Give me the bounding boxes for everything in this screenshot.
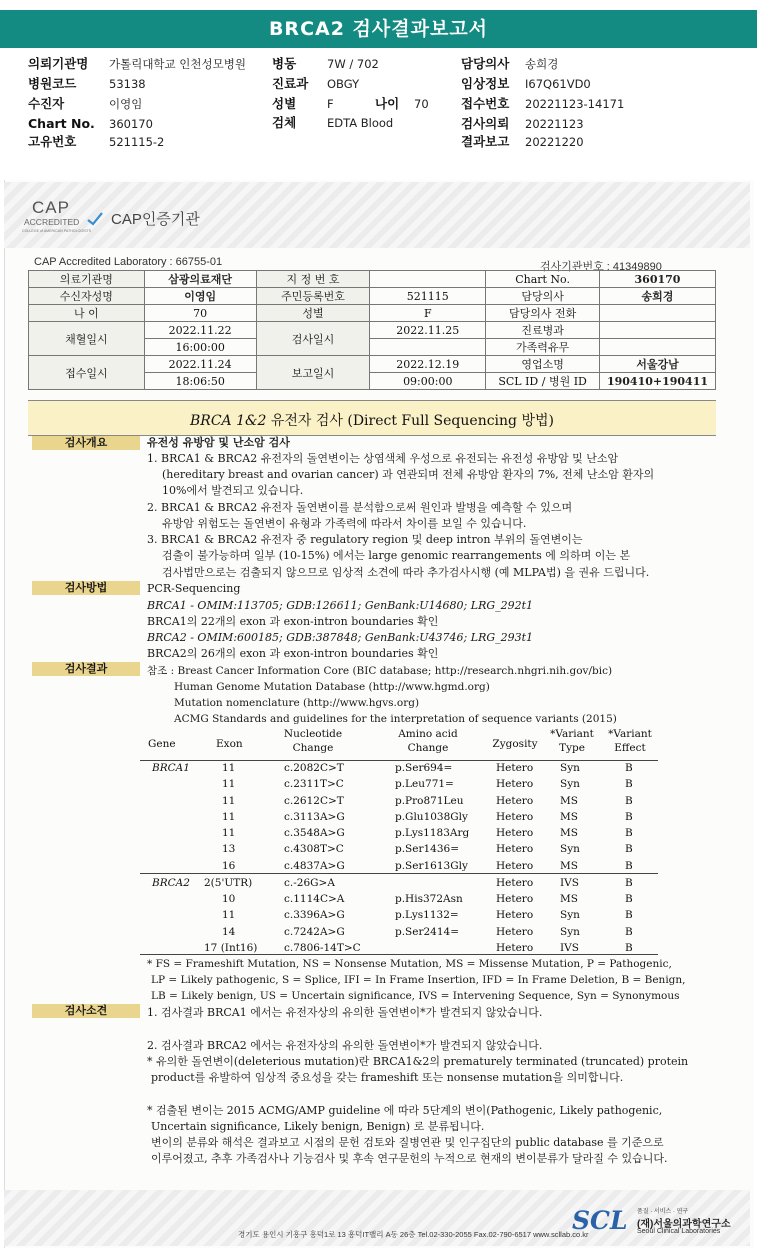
ward-label: 병동 — [272, 56, 297, 71]
info-value — [370, 339, 486, 356]
exam-institution-no: 검사기관번호 : 41349890 — [540, 261, 662, 273]
variant-exon: 16 — [222, 859, 236, 872]
section-title-gene: BRCA 1&2 — [190, 413, 267, 429]
variant-exon: 10 — [222, 893, 236, 905]
patient-info-table — [28, 270, 716, 390]
info-value: 2022.11.25 — [370, 322, 486, 339]
receipt-no-label: 접수번호 — [461, 96, 510, 111]
info-label: 채혈일시 — [29, 322, 145, 356]
variant-nuc: c.2612C>T — [284, 794, 344, 807]
variant-exon: 11 — [222, 909, 236, 922]
table-top-rule — [140, 760, 658, 761]
variant-nuc: c.2311T>C — [284, 778, 344, 791]
age-label: 나이 — [375, 96, 400, 111]
report-date-label: 결과보고 — [461, 134, 510, 149]
variant-zyg: Hetero — [496, 941, 534, 954]
col-aa-1: Amino acid — [398, 728, 458, 740]
info-label: 접수일시 — [29, 356, 145, 390]
col-ve-1: *Variant — [608, 728, 652, 740]
variant-aa: p.Lys1183Arg — [395, 827, 470, 839]
variant-eff: B — [625, 810, 633, 823]
doctor-label: 담당의사 — [461, 56, 510, 71]
variant-zyg: Hetero — [496, 827, 534, 839]
variant-eff: B — [625, 827, 633, 839]
info-row — [29, 356, 716, 373]
info-value — [599, 339, 715, 356]
cap-logo — [22, 198, 106, 238]
info-value: 521115 — [370, 288, 486, 305]
variant-eff: B — [625, 794, 633, 807]
footer-org-en: Seoul Clinical Laboratories — [637, 1228, 721, 1235]
col-ve-2: Effect — [614, 742, 646, 754]
info-row — [29, 271, 716, 288]
variant-aa: p.Ser694= — [395, 762, 453, 774]
unique-no-label: 고유번호 — [28, 134, 77, 149]
variant-gene: BRCA1 — [152, 762, 190, 774]
info-label: 가족력유무 — [486, 339, 600, 356]
col-nucleotide-1: Nucleotide — [283, 728, 343, 740]
reference-line: 참조 : Breast Cancer Information Core (BIC database; http://research.nhgri.nih.gov/bic) — [147, 665, 613, 677]
overview-line: 검출이 불가능하며 일부 (10-15%) 에서는 large genomic rearrangements 에 의하며 이는 본 — [162, 549, 631, 562]
variant-nuc: c.2082C>T — [284, 762, 344, 774]
reference-line: ACMG Standards and guidelines for the interpretation of sequence variants (2015) — [174, 713, 617, 725]
variant-eff: B — [625, 843, 633, 856]
variant-type: Syn — [560, 909, 580, 922]
variant-eff: B — [625, 778, 633, 791]
variant-row — [140, 794, 660, 810]
variant-aa: p.His372Asn — [395, 893, 463, 905]
col-exon: Exon — [216, 738, 243, 750]
variant-type: MS — [560, 859, 578, 872]
table-mid-rule — [140, 873, 658, 874]
info-label: 지 정 번 호 — [256, 271, 370, 288]
variant-eff: B — [625, 762, 633, 774]
info-value: 16:00:00 — [144, 339, 256, 356]
variant-nuc: c.4308T>C — [284, 843, 344, 856]
patient-label: 수진자 — [28, 96, 65, 111]
variant-aa: p.Glu1038Gly — [395, 810, 468, 823]
chart-no-value: 360170 — [109, 117, 153, 131]
info-label: 진료병과 — [486, 322, 600, 339]
variant-aa: p.Ser1613Gly — [395, 859, 468, 872]
col-zygosity: Zygosity — [492, 738, 538, 750]
table-bottom-rule — [140, 954, 658, 955]
info-row — [29, 305, 716, 322]
reference-line: Mutation nomenclature (http://www.hgvs.org) — [174, 697, 420, 709]
cap-logo-college: COLLEGE of AMERICAN PATHOLOGISTS — [22, 229, 92, 233]
variant-zyg: Hetero — [496, 778, 534, 791]
overview-line: 3. BRCA1 & BRCA2 유전자 중 regulatory region 및 deep intron 부위의 돌연변이는 — [147, 533, 583, 546]
variant-zyg: Hetero — [496, 843, 534, 856]
variant-row — [140, 908, 660, 924]
overview-line: 10%에서 발견되고 있습니다. — [162, 484, 304, 497]
variant-gene: BRCA2 — [152, 876, 190, 889]
variant-nuc: c.3396A>G — [284, 909, 345, 922]
overview-line: (hereditary breast and ovarian cancer) 과 연관되며 전체 유방암 환자의 7%, 전체 난소암 환자의 — [162, 468, 655, 481]
variant-exon: 11 — [222, 810, 236, 823]
variant-zyg: Hetero — [496, 925, 534, 938]
variant-row — [140, 810, 660, 826]
cap-label: CAP인증기관 — [111, 211, 200, 228]
variant-zyg: Hetero — [496, 876, 534, 889]
variant-nuc: c.7806-14T>C — [284, 941, 361, 954]
variant-row — [140, 892, 660, 908]
col-vt-1: *Variant — [550, 728, 594, 740]
variant-type: MS — [560, 794, 578, 807]
opinion-line: Uncertain significance, Likely benign, Benign) 로 분류됩니다. — [151, 1120, 485, 1133]
checkmark-icon — [87, 212, 103, 226]
opinion-line: * 검출된 변이는 2015 ACMG/AMP guideline 에 따라 5단계의 변이(Pathogenic, Likely pathogenic, — [147, 1104, 663, 1117]
variant-exon: 11 — [222, 794, 236, 807]
label-method: 검사방법 — [32, 581, 140, 595]
info-value: 2022.11.22 — [144, 322, 256, 339]
col-gene: Gene — [148, 738, 176, 750]
info-value: 서울강남 — [599, 356, 715, 373]
variant-type: Syn — [560, 762, 580, 774]
variant-zyg: Hetero — [496, 893, 534, 905]
col-nucleotide — [258, 727, 368, 755]
opinion-line: 변이의 분류와 해석은 결과보고 시점의 문헌 검토와 질병연관 및 인구집단의 public database 를 기준으로 — [151, 1136, 664, 1149]
col-variant-effect — [602, 727, 658, 755]
variant-type: Syn — [560, 925, 580, 938]
info-value — [599, 305, 715, 322]
info-label: 수신자성명 — [29, 288, 145, 305]
info-label: 담당의사 — [486, 288, 600, 305]
method-line: PCR-Sequencing — [147, 582, 241, 595]
variant-exon: 11 — [222, 778, 236, 791]
col-vt-2: Type — [559, 742, 585, 754]
scl-logo: SCL — [572, 1206, 628, 1235]
variant-zyg: Hetero — [496, 859, 534, 872]
dept-label: 진료과 — [272, 76, 309, 91]
info-label: 영업소명 — [486, 356, 600, 373]
info-value: 삼광의료재단 — [144, 271, 256, 288]
variant-exon: 11 — [222, 762, 236, 774]
info-value — [370, 271, 486, 288]
report-date-value: 20221220 — [525, 135, 584, 149]
variant-aa: p.Leu771= — [395, 778, 454, 791]
variant-row — [140, 826, 660, 842]
variant-type: IVS — [560, 876, 579, 889]
section-title — [28, 410, 716, 430]
sex-value: F — [327, 97, 334, 111]
variant-row — [140, 842, 660, 858]
info-value: 이영임 — [144, 288, 256, 305]
variant-nuc: c.3548A>G — [284, 827, 345, 839]
method-line: BRCA2의 26개의 exon 과 exon-intron boundaries 확인 — [147, 647, 439, 660]
footer-address: 경기도 용인시 기흥구 흥덕1로 13 흥덕IT밸리 A동 26층 Tel.02-330-2055 Fax.02-790-6517 www.scllab.co.kr — [238, 1230, 589, 1239]
info-value: 360170 — [599, 271, 715, 288]
overview-line: 유방암 위험도는 돌연변이 유형과 가족력에 따라서 차이를 보일 수 있습니다. — [162, 517, 527, 530]
label-overview: 검사개요 — [32, 436, 140, 450]
variant-row — [140, 876, 660, 892]
legend-line: * FS = Frameshift Mutation, NS = Nonsense Mutation, MS = Missense Mutation, P = Pathogenic, — [147, 958, 672, 970]
overview-line: 1. BRCA1 & BRCA2 유전자의 돌연변이는 상염색체 우성으로 유전되는 유전성 유방암 및 난소암 — [147, 452, 619, 465]
variant-nuc: c.4837A>G — [284, 859, 345, 872]
variant-zyg: Hetero — [496, 810, 534, 823]
info-label: 성별 — [256, 305, 370, 322]
opinion-line: 이루어졌고, 추후 가족검사나 기능검사 및 후속 연구문헌의 누적으로 현재의 변이분류가 달라질 수 있습니다. — [151, 1152, 668, 1165]
variant-eff: B — [625, 925, 633, 938]
method-line: BRCA1 - OMIM:113705; GDB:126611; GenBank:U14680; LRG_292t1 — [147, 599, 534, 612]
info-value: 70 — [144, 305, 256, 322]
variant-aa: p.Ser2414= — [395, 925, 460, 938]
info-label: SCL ID / 병원 ID — [486, 373, 600, 390]
variant-type: MS — [560, 827, 578, 839]
variant-type: IVS — [560, 941, 579, 954]
section-title-text: 유전자 검사 (Direct Full Sequencing 방법) — [270, 413, 554, 429]
variant-exon: 11 — [222, 827, 236, 839]
request-date-value: 20221123 — [525, 117, 584, 131]
opinion-line: 2. 검사결과 BRCA2 에서는 유전자상의 유의한 돌연변이*가 발견되지 않았습니다. — [147, 1039, 543, 1052]
variant-nuc: c.-26G>A — [284, 876, 335, 889]
variant-type: Syn — [560, 778, 580, 791]
overview-line: 검사법만으로는 검출되지 않으므로 임상적 소견에 따라 추가검사시행 (예 MLPA법) 을 권유 드립니다. — [162, 566, 650, 579]
variant-type: Syn — [560, 843, 580, 856]
variant-zyg: Hetero — [496, 794, 534, 807]
dept-value: OBGY — [327, 77, 360, 91]
ward-value: 7W / 702 — [327, 57, 379, 71]
report-title: BRCA2 검사결과보고서 — [0, 10, 757, 48]
variant-eff: B — [625, 876, 633, 889]
info-label: 주민등록번호 — [256, 288, 370, 305]
variant-exon: 2(5'UTR) — [204, 876, 253, 889]
info-row — [29, 288, 716, 305]
clinical-info-label: 임상정보 — [461, 76, 510, 91]
receipt-no-value: 20221123-14171 — [525, 97, 625, 111]
variant-eff: B — [625, 893, 633, 905]
info-value: 2022.11.24 — [144, 356, 256, 373]
variant-eff: B — [625, 859, 633, 872]
hospital-label: 의뢰기관명 — [28, 56, 89, 71]
variant-type: MS — [560, 893, 578, 905]
overview-heading: 유전성 유방암 및 난소암 검사 — [147, 436, 290, 449]
patient-value: 이영임 — [109, 97, 143, 111]
variant-zyg: Hetero — [496, 909, 534, 922]
hospital-code-value: 53138 — [109, 77, 146, 91]
overview-line: 2. BRCA1 & BRCA2 유전자 돌연변이를 분석함으로써 원인과 발병을 예측할 수 있으며 — [147, 501, 573, 514]
variant-exon: 17 (Int16) — [204, 941, 258, 954]
info-value: 2022.12.19 — [370, 356, 486, 373]
opinion-line: product를 유발하여 임상적 중요성을 갖는 frameshift 또는 nonsense mutation을 의미합니다. — [151, 1071, 624, 1084]
variant-aa: p.Lys1132= — [395, 909, 459, 922]
col-aa-2: Change — [407, 742, 449, 754]
legend-line: LB = Likely benign, US = Uncertain significance, IVS = Intervening Sequence, Syn = Synonymous — [151, 990, 680, 1002]
info-label: Chart No. — [486, 271, 600, 288]
info-label: 검사일시 — [256, 322, 370, 356]
variant-nuc: c.1114C>A — [284, 893, 345, 905]
specimen-value: EDTA Blood — [327, 116, 394, 130]
variant-exon: 14 — [222, 925, 236, 938]
cap-logo-sub: ACCREDITED — [24, 217, 80, 227]
method-line: BRCA2 - OMIM:600185; GDB:387848; GenBank:U43746; LRG_293t1 — [147, 631, 534, 644]
section-title-box — [28, 400, 716, 436]
col-nucleotide-2: Change — [292, 742, 334, 754]
info-label: 담당의사 전화 — [486, 305, 600, 322]
unique-no-value: 521115-2 — [109, 135, 165, 149]
method-line: BRCA1의 22개의 exon 과 exon-intron boundaries 확인 — [147, 615, 439, 628]
clinical-info-value: I67Q61VD0 — [525, 77, 591, 91]
variant-nuc: c.7242A>G — [284, 925, 345, 938]
col-variant-type — [544, 727, 600, 755]
info-row — [29, 322, 716, 339]
variant-aa: p.Pro871Leu — [395, 794, 464, 807]
cap-lab-no: CAP Accredited Laboratory : 66755-01 — [34, 256, 223, 268]
footer-slogan: 품질 · 서비스 · 연구 — [637, 1209, 689, 1215]
doctor-value: 송희경 — [525, 57, 559, 71]
variant-exon: 13 — [222, 843, 236, 856]
info-value — [599, 322, 715, 339]
variant-zyg: Hetero — [496, 762, 534, 774]
info-value: 09:00:00 — [370, 373, 486, 390]
info-value: 송희경 — [599, 288, 715, 305]
opinion-line: * 유의한 돌연변이(deleterious mutation)란 BRCA1&2의 prematurely terminated (truncated) protein — [147, 1055, 689, 1068]
info-label: 보고일시 — [256, 356, 370, 390]
sex-label: 성별 — [272, 96, 297, 111]
hospital-value: 가톨릭대학교 인천성모병원 — [109, 57, 246, 71]
variant-row — [140, 761, 660, 777]
hospital-code-label: 병원코드 — [28, 76, 77, 91]
request-date-label: 검사의뢰 — [461, 116, 510, 131]
info-value: 190410+190411 — [599, 373, 715, 390]
legend-line: LP = Likely pathogenic, S = Splice, IFI = In Frame Insertion, IFD = In Frame Deletion, B = Benign, — [151, 974, 686, 986]
variant-row — [140, 925, 660, 941]
age-value: 70 — [414, 97, 429, 111]
label-opinion: 검사소견 — [32, 1004, 140, 1018]
variant-eff: B — [625, 909, 633, 922]
variant-nuc: c.3113A>G — [284, 810, 345, 823]
variant-aa: p.Ser1436= — [395, 843, 460, 856]
specimen-label: 검체 — [272, 115, 297, 130]
label-result: 검사결과 — [32, 662, 140, 676]
footer-org-ko: (재)서울의과학연구소 — [637, 1219, 731, 1230]
variant-row — [140, 777, 660, 793]
info-value: F — [370, 305, 486, 322]
opinion-line: 1. 검사결과 BRCA1 에서는 유전자상의 유의한 돌연변이*가 발견되지 않았습니다. — [147, 1006, 543, 1019]
variant-eff: B — [625, 941, 633, 954]
info-label: 의료기관명 — [29, 271, 145, 288]
chart-no-label: Chart No. — [28, 116, 95, 131]
reference-line: Human Genome Mutation Database (http://www.hgmd.org) — [174, 681, 490, 693]
variant-type: MS — [560, 810, 578, 823]
col-amino-acid — [372, 727, 484, 755]
cap-logo-text: CAP — [32, 198, 70, 217]
info-label: 나 이 — [29, 305, 145, 322]
info-value: 18:06:50 — [144, 373, 256, 390]
